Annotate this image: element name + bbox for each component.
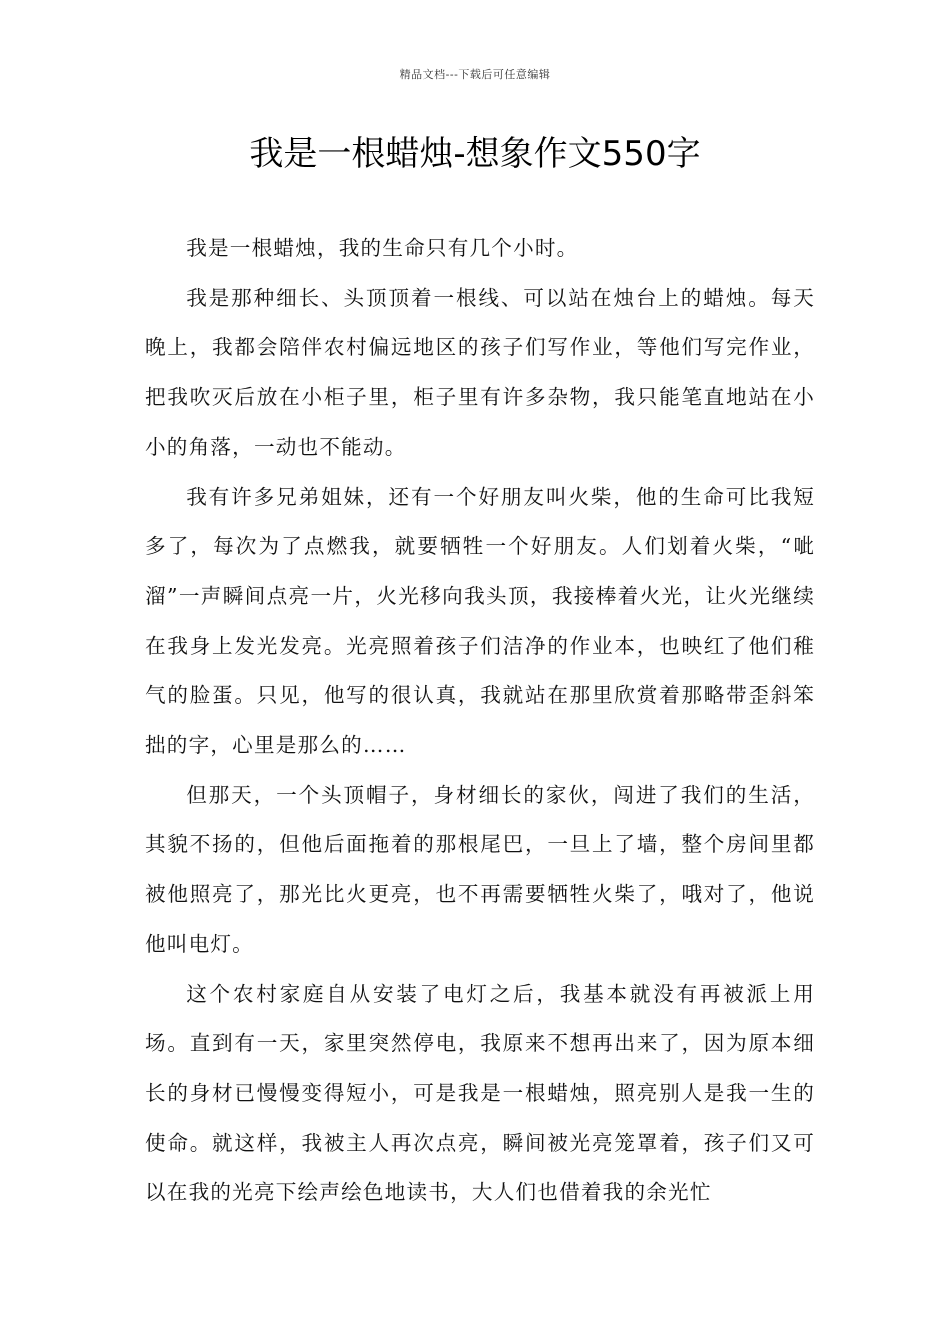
paragraph-1: 我是一根蜡烛，我的生命只有几个小时。 (186, 236, 579, 260)
document-body (145, 224, 815, 1218)
paragraph-2: 我是那种细长、头顶顶着一根线、可以站在烛台上的蜡烛。每天晚上，我都会陪伴农村偏远地区的孩子们写作业，等他们写完作业，把我吹灭后放在小柜子里，柜子里有许多杂物，我只能笔直地站在小小的角落，一动也不能动。 (145, 285, 815, 459)
paragraph-5: 这个农村家庭自从安装了电灯之后，我基本就没有再被派上用场。直到有一天，家里突然停电，我原来不想再出来了，因为原本细长的身材已慢慢变得短小，可是我是一根蜡烛，照亮别人是我一生的使命。就这样，我被主人再次点亮，瞬间被光亮笼罩着，孩子们又可以在我的光亮下绘声绘色地读书，大人们也借着我的余光忙 (145, 981, 815, 1205)
header-watermark: 精品文档---下载后可任意编辑 (399, 68, 551, 81)
paragraph-3: 我有许多兄弟姐妹，还有一个好朋友叫火柴，他的生命可比我短多了，每次为了点燃我，就要牺牲一个好朋友。人们划着火柴，“呲溜”一声瞬间点亮一片，火光移向我头顶，我接棒着火光，让火光继续在我身上发光发亮。光亮照着孩子们洁净的作业本，也映红了他们稚气的脸蛋。只见，他写的很认真，我就站在那里欣赏着那略带歪斜笨拙的字，心里是那么的…… (145, 484, 815, 758)
paragraph-4: 但那天，一个头顶帽子，身材细长的家伙，闯进了我们的生活，其貌不扬的，但他后面拖着的那根尾巴，一旦上了墙，整个房间里都被他照亮了，那光比火更亮，也不再需要牺牲火柴了，哦对了，他说他叫电灯。 (145, 782, 815, 956)
document-title: 我是一根蜡烛-想象作文550字 (249, 134, 701, 174)
